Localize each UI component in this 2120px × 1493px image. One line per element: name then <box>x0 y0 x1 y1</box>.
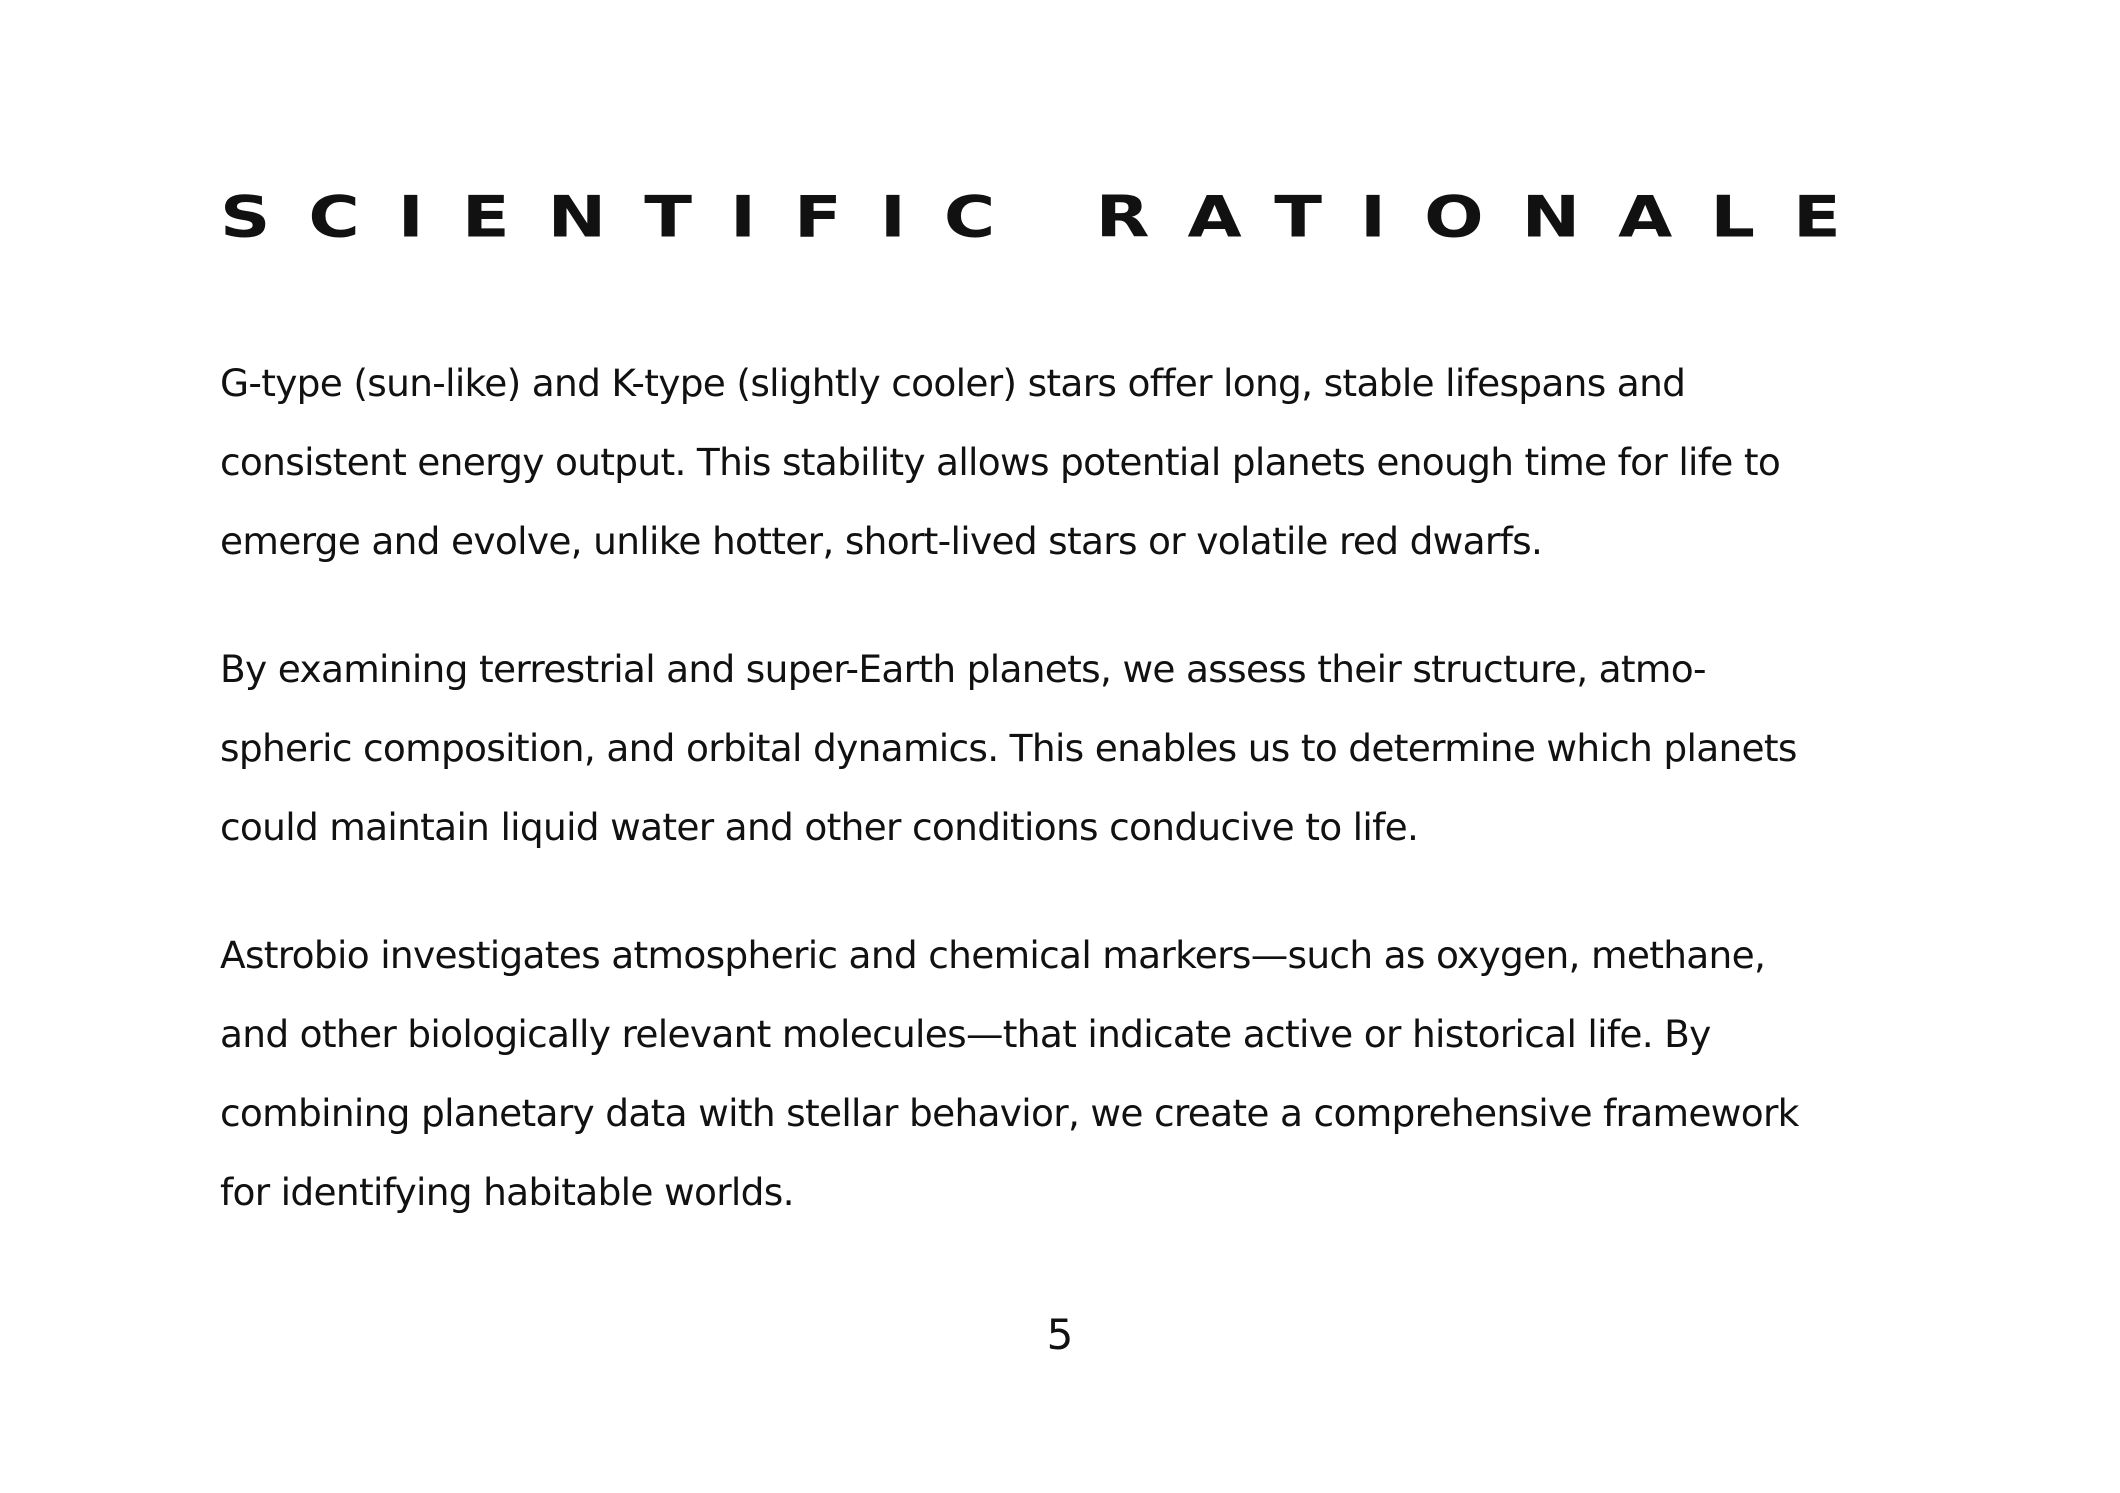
page-title: SCIENTIFIC RATIONALE <box>220 183 1879 251</box>
paragraph-planets: By examining terrestrial and super-Earth planets, we assess their structure, atmospheric composition, and orbital dynamics. This enables us to determine which planets could maintain liquid water and other conditions conducive to life. <box>220 647 1797 849</box>
page-number: 5 <box>1046 1310 1074 1359</box>
body-text <box>220 344 1820 1232</box>
paragraph-stars: G-type (sun-like) and K-type (slightly cooler) stars offer long, stable lifespans and consistent energy output. This stability allows potential planets enough time for life to emerge and evolve, unlike hotter, short-lived stars or volatile red dwarfs. <box>220 361 1781 563</box>
paragraph-biomarkers: Astrobio investigates atmospheric and chemical markers—such as oxygen, methane, and other biologically relevant molecules—that indicate active or historical life. By combining planetary data with stellar behavior, we create a comprehensive framework for identifying habitable worlds. <box>220 933 1799 1214</box>
